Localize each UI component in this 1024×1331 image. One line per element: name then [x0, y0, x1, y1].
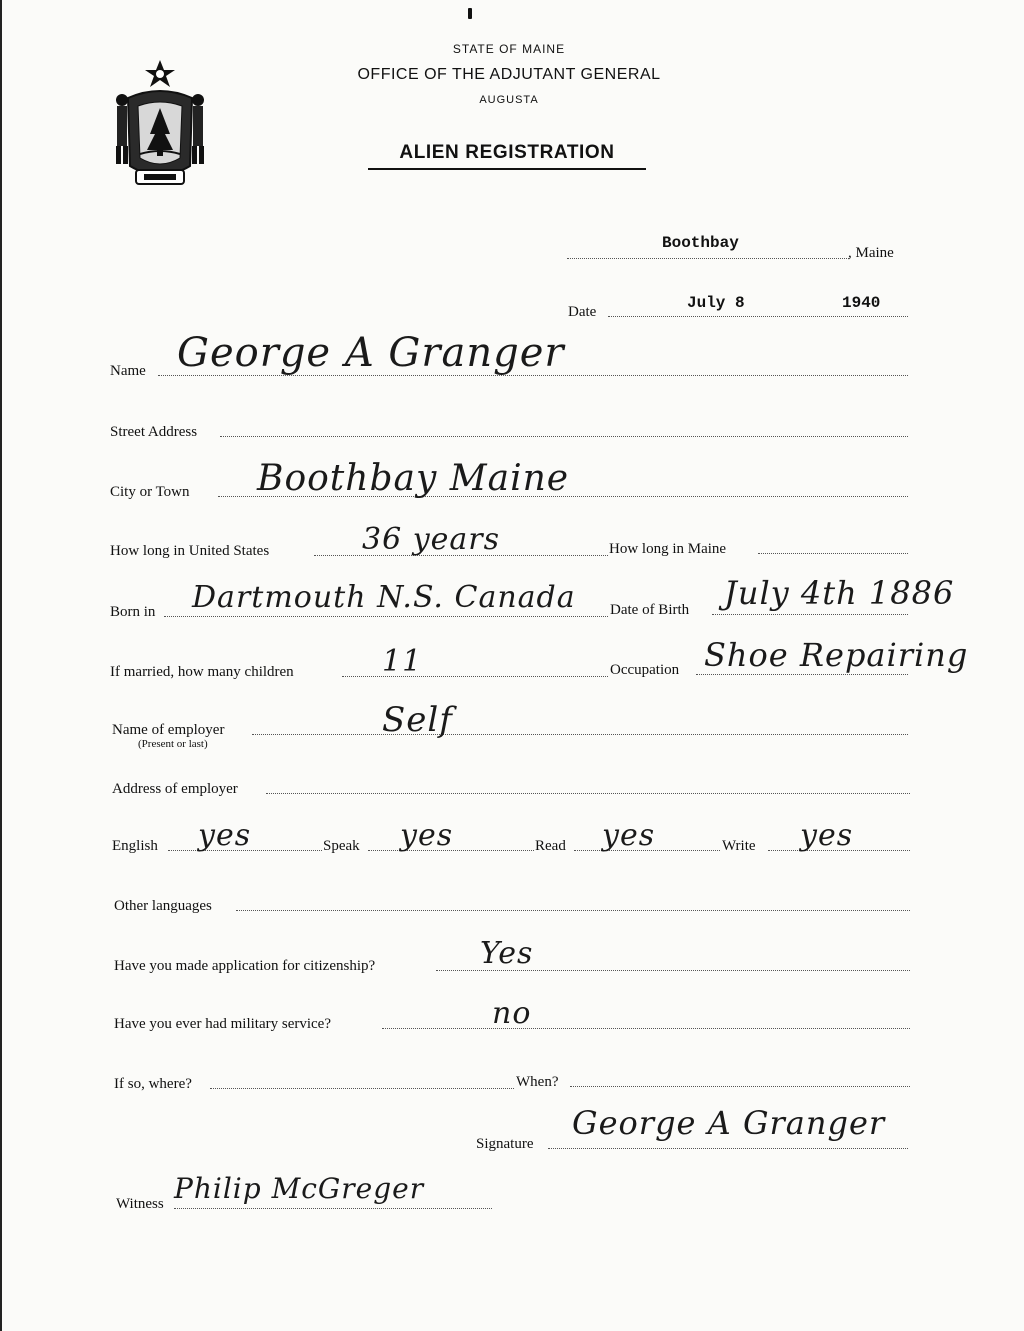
- military-line: [382, 1028, 910, 1029]
- when-line: [570, 1086, 910, 1087]
- born-in-line: [164, 616, 608, 617]
- city-value: Boothbay Maine: [257, 458, 570, 499]
- employer-note: (Present or last): [138, 738, 208, 750]
- date-month-day: July 8: [687, 294, 745, 312]
- english-value: yes: [198, 818, 252, 853]
- name-value: George A Granger: [177, 330, 565, 376]
- how-long-maine-line: [758, 553, 908, 554]
- citizenship-value: Yes: [480, 936, 534, 971]
- where-label: If so, where?: [114, 1076, 192, 1092]
- office-heading: OFFICE OF THE ADJUTANT GENERAL: [357, 66, 661, 83]
- born-in-label: Born in: [110, 604, 156, 620]
- speak-value: yes: [400, 818, 454, 853]
- signature-label: Signature: [476, 1136, 534, 1152]
- place-town: Boothbay: [662, 234, 739, 252]
- other-languages-line: [236, 910, 910, 911]
- write-value: yes: [800, 818, 854, 853]
- occupation-line: [696, 674, 908, 675]
- witness-value: Philip McGreger: [174, 1172, 425, 1205]
- form-title: ALIEN REGISTRATION: [368, 142, 646, 170]
- read-value: yes: [602, 818, 656, 853]
- military-label: Have you ever had military service?: [114, 1016, 331, 1032]
- employer-label: Name of employer: [112, 722, 225, 738]
- employer-address-line: [266, 793, 910, 794]
- punch-mark: [468, 8, 472, 19]
- signature-value: George A Granger: [572, 1104, 886, 1142]
- city-heading: AUGUSTA: [479, 94, 539, 106]
- date-label: Date: [568, 304, 597, 320]
- witness-label: Witness: [116, 1196, 164, 1212]
- occupation-label: Occupation: [610, 662, 680, 678]
- military-value: no: [492, 996, 532, 1031]
- state-heading: STATE OF MAINE: [452, 42, 566, 56]
- read-label: Read: [535, 838, 566, 854]
- other-languages-label: Other languages: [114, 898, 212, 914]
- street-line: [220, 436, 908, 437]
- citizenship-label: Have you made application for citizenship?: [114, 958, 376, 974]
- date-line: [608, 316, 908, 317]
- how-long-us-label: How long in United States: [110, 543, 270, 559]
- write-label: Write: [722, 838, 756, 854]
- children-label: If married, how many children: [110, 664, 294, 680]
- occupation-value: Shoe Repairing: [704, 636, 969, 674]
- dob-value: July 4th 1886: [724, 574, 955, 612]
- dob-label: Date of Birth: [610, 602, 690, 618]
- city-label: City or Town: [110, 484, 190, 500]
- employer-value: Self: [382, 700, 453, 740]
- born-in-value: Dartmouth N.S. Canada: [192, 580, 576, 615]
- street-label: Street Address: [110, 424, 198, 440]
- witness-line: [174, 1208, 492, 1209]
- employer-line: [252, 734, 908, 735]
- date-year: 1940: [842, 294, 881, 312]
- place-state: , Maine: [848, 245, 894, 261]
- employer-address-label: Address of employer: [112, 781, 238, 797]
- speak-label: Speak: [323, 838, 360, 854]
- place-line: [567, 258, 849, 259]
- how-long-us-value: 36 years: [362, 522, 501, 557]
- where-line: [210, 1088, 514, 1089]
- how-long-maine-label: How long in Maine: [609, 541, 727, 557]
- name-label: Name: [110, 363, 146, 379]
- english-label: English: [112, 838, 158, 854]
- children-value: 11: [382, 644, 423, 679]
- when-label: When?: [516, 1074, 559, 1090]
- signature-line: [548, 1148, 908, 1149]
- dob-line: [712, 614, 908, 615]
